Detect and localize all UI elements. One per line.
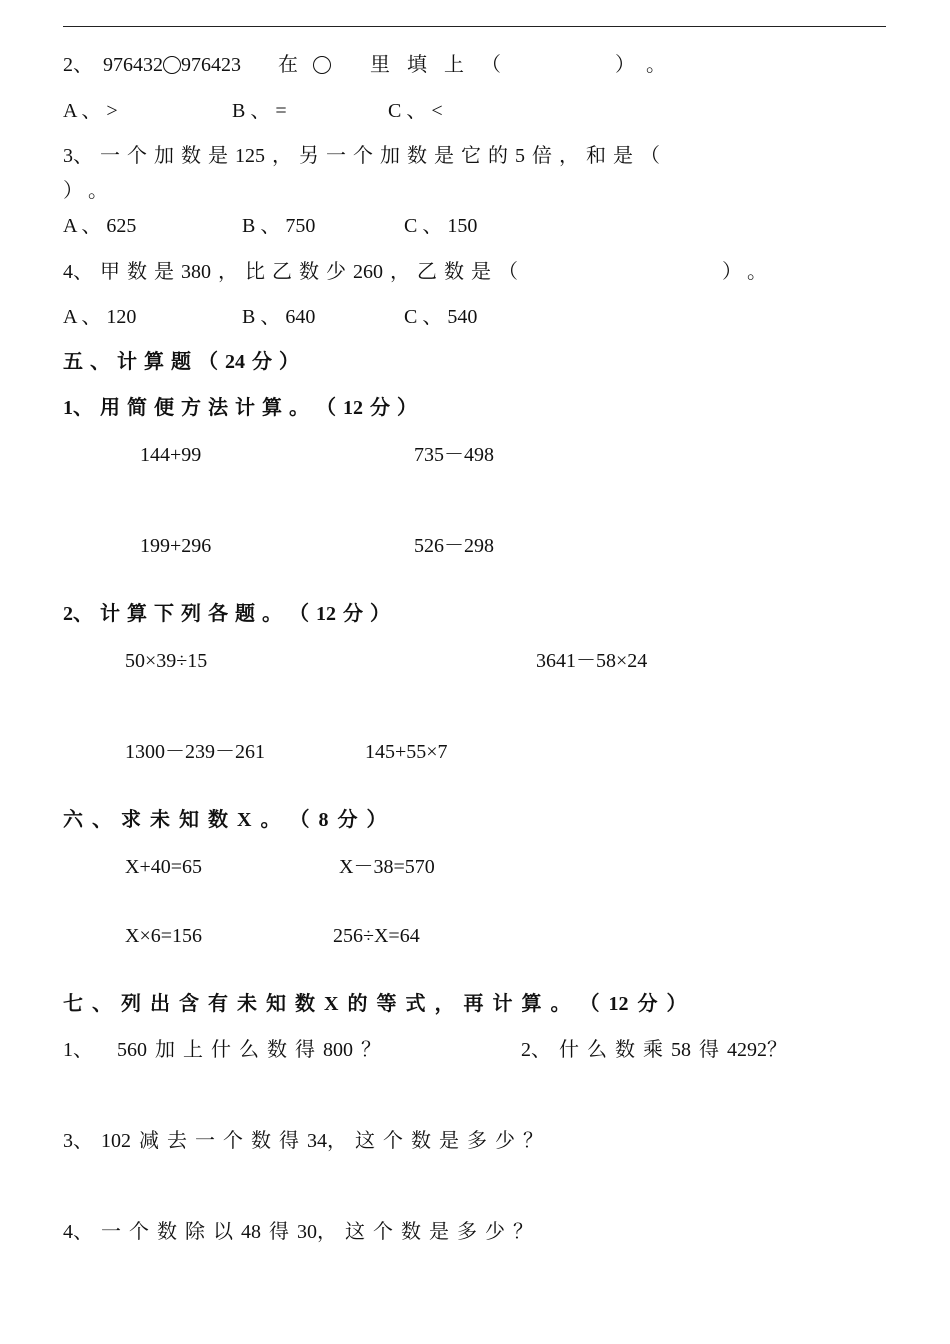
section7-question-4: 4、 一 个 数 除 以 48 得 30， 这 个 数 是 多 少 ？ — [63, 1221, 533, 1243]
section6-title: 六 、 求 未 知 数 X 。 （ 8 分 ） — [63, 809, 387, 831]
q3-option-c: C 、 150 — [404, 215, 478, 237]
calc-item: 144+99 — [140, 444, 202, 466]
compare-circle-icon — [163, 56, 181, 74]
equation-item: X－38=570 — [339, 856, 435, 878]
q2-line — [63, 55, 241, 75]
header-rule — [63, 26, 886, 27]
equation-item: X+40=65 — [125, 856, 203, 878]
calc-item: 50×39÷15 — [125, 650, 208, 672]
section5-title: 五 、 计 算 题 （ 24 分 ） — [63, 351, 299, 373]
section7-question-1: 1、 560 加 上 什 么 数 得 800 ？ — [63, 1039, 381, 1061]
equation-item: X×6=156 — [125, 925, 203, 947]
calc-item: 199+296 — [140, 535, 212, 557]
q2-option-c: C 、 < — [388, 100, 443, 122]
q2-prompt-a: 在 — [278, 54, 298, 76]
section5-sub2-title: 2、 计 算 下 列 各 题 。 （ 12 分 ） — [63, 603, 390, 625]
q2-number: 2、 — [63, 54, 93, 76]
q3-line1: 3、 一 个 加 数 是 125 ， 另 一 个 加 数 是 它 的 5 倍 ， 和 是 （ — [63, 145, 660, 167]
q4-line1: 4、 甲 数 是 380 ， 比 乙 数 少 260 ， 乙 数 是 （ — [63, 261, 518, 283]
q4-option-b: B 、 640 — [242, 306, 316, 328]
q2-left-value: 976432 — [103, 54, 163, 76]
q2-close: ） 。 — [615, 54, 666, 76]
q2-right-value: 976423 — [181, 54, 241, 76]
calc-item: 526－298 — [414, 535, 494, 557]
calc-item: 145+55×7 — [365, 741, 448, 763]
q4-close: ） 。 — [722, 261, 767, 283]
q2-prompt-b: 里 填 上 （ — [370, 54, 507, 76]
calc-item: 1300－239－261 — [125, 741, 265, 763]
q2-option-a: A 、 > — [63, 100, 118, 122]
equation-item: 256÷X=64 — [333, 925, 420, 947]
q3-option-b: B 、 750 — [242, 215, 316, 237]
section7-question-2: 2、 什 么 数 乘 58 得 4292？ — [521, 1039, 787, 1061]
q4-option-a: A 、 120 — [63, 306, 137, 328]
blank-circle-icon — [313, 56, 331, 74]
q2-option-b: B 、 = — [232, 100, 287, 122]
section5-sub1-title: 1、 用 简 便 方 法 计 算 。 （ 12 分 ） — [63, 397, 417, 419]
calc-item: 735－498 — [414, 444, 494, 466]
q3-line2: ） 。 — [63, 180, 108, 202]
calc-item: 3641－58×24 — [536, 650, 648, 672]
section7-title: 七 、 列 出 含 有 未 知 数 X 的 等 式 ， 再 计 算 。 （ 12 分 ） — [63, 993, 687, 1015]
q3-option-a: A 、 625 — [63, 215, 137, 237]
q4-option-c: C 、 540 — [404, 306, 478, 328]
section7-question-3: 3、 102 减 去 一 个 数 得 34， 这 个 数 是 多 少 ？ — [63, 1130, 543, 1152]
